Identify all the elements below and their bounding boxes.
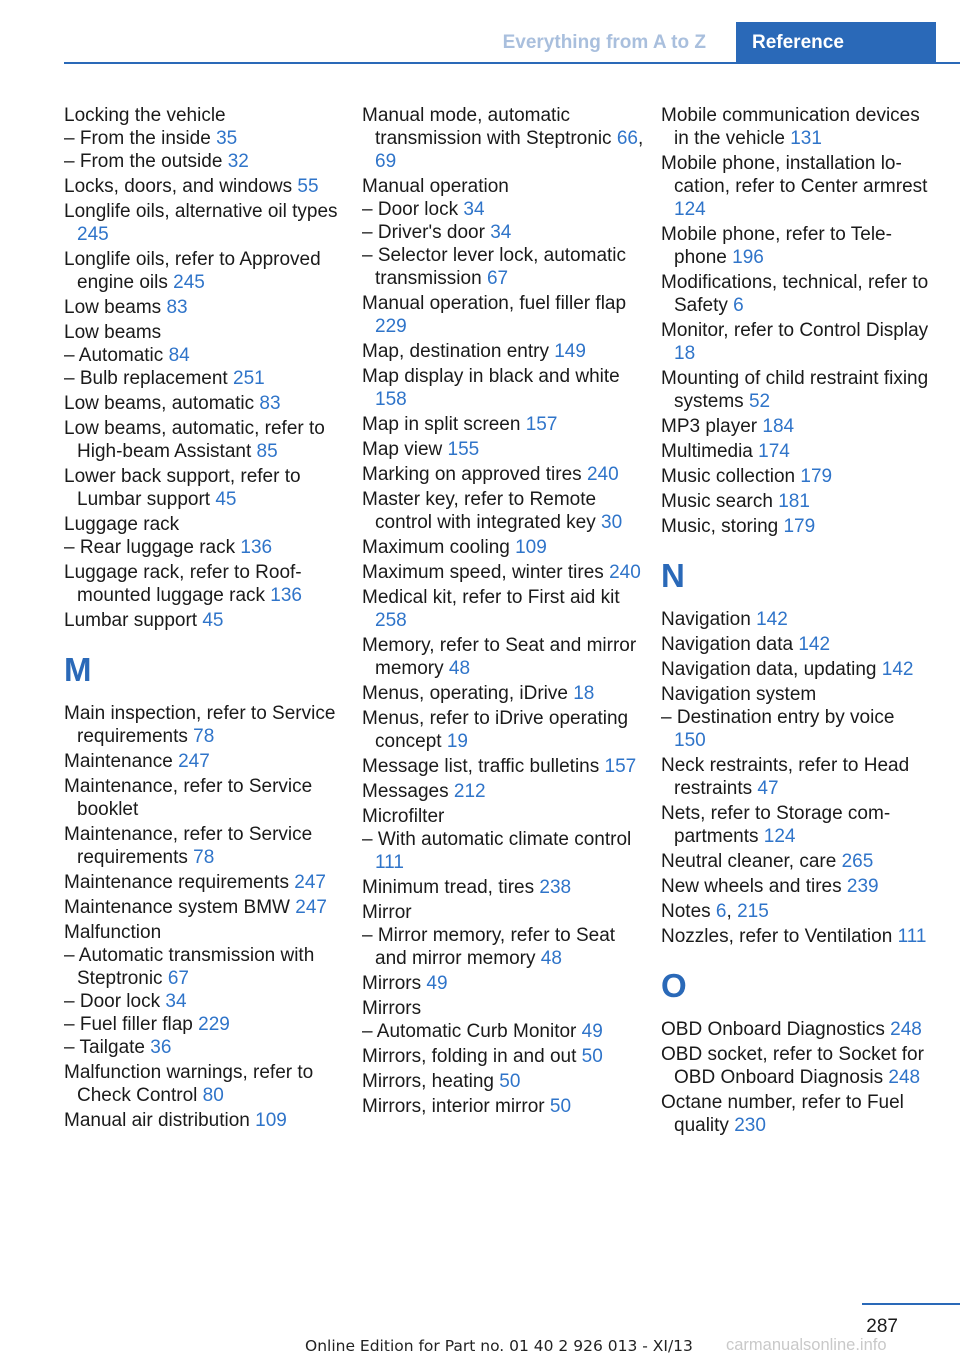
page-link[interactable]: 131: [790, 128, 822, 149]
index-entry: [64, 296, 344, 319]
entry-term: Longlife oils, refer to Approved engine oils: [64, 249, 321, 293]
index-entry: [362, 438, 647, 461]
index-letter-heading: N: [661, 557, 685, 594]
index-entry: Notes 6, 215: [661, 901, 769, 922]
page-link[interactable]: 149: [554, 341, 586, 362]
page-link[interactable]: 238: [539, 877, 572, 898]
entry-term: Memory, refer to Seat and mirror memory: [362, 635, 637, 679]
entry-term: Mirrors: [362, 998, 422, 1019]
entry-term: Medical kit, refer to First aid kit: [362, 587, 620, 608]
page-link[interactable]: 78: [193, 847, 215, 868]
entry-term: Longlife oils, alternative oil types: [64, 201, 338, 222]
page-link[interactable]: 240: [586, 464, 619, 485]
page-link[interactable]: 85: [256, 441, 278, 462]
entry-term: – Destination entry by voice: [661, 707, 895, 728]
entry-term: OBD Onboard Diagnostics: [661, 1019, 885, 1040]
entry-term: Music collection: [661, 466, 796, 487]
entry-term: MP3 player: [661, 416, 758, 437]
page-link[interactable]: 258: [375, 610, 407, 631]
entry-term: Mobile phone, installation location, refer to Center armrest: [661, 153, 928, 197]
entry-term: Navigation: [661, 609, 751, 630]
entry-term: Nets, refer to Storage compartments: [661, 803, 891, 847]
index-entry: [64, 702, 344, 748]
index-entry: [64, 200, 344, 246]
index-entry: [661, 515, 931, 538]
entry-term: Master key, refer to Remote control with integrated key: [362, 489, 597, 533]
index-entry: [362, 488, 647, 534]
page-link[interactable]: 78: [193, 726, 215, 747]
index-subentry: [64, 1013, 344, 1036]
entry-term: Nozzles, refer to Ventilation: [661, 926, 893, 947]
entry-term: Neutral cleaner, care: [661, 851, 837, 872]
entry-term: – Bulb replacement: [64, 368, 228, 389]
entry-term: Map in split screen: [362, 414, 521, 435]
index-entry: [64, 561, 344, 607]
entry-term: – Automatic Curb Monitor: [362, 1021, 577, 1042]
page-link[interactable]: 229: [198, 1014, 230, 1035]
index-entry: [661, 802, 931, 848]
page-link[interactable]: 247: [295, 897, 327, 918]
index-entry: [362, 972, 647, 995]
page-link[interactable]: 155: [447, 439, 480, 460]
index-entry: [661, 415, 931, 438]
index-entry: [661, 1018, 931, 1041]
index-entry: [362, 755, 647, 778]
index-entry: [362, 1045, 647, 1068]
index-entry: [362, 997, 647, 1020]
entry-term: Map, destination entry: [362, 341, 549, 362]
entry-term: New wheels and tires: [661, 876, 842, 897]
index-subentry: [64, 1036, 344, 1059]
index-subentry: [362, 244, 647, 290]
entry-term: – From the inside: [64, 128, 211, 149]
page-link[interactable]: 245: [173, 272, 205, 293]
index-entry: Manual mode, automatic transmission with Steptronic 66, 69: [362, 105, 644, 172]
entry-term: Manual air distribution: [64, 1110, 250, 1131]
page-link[interactable]: 157: [604, 756, 637, 777]
entry-term: Modifications, technical, refer to Safety: [661, 272, 929, 316]
index-column-1: [64, 104, 344, 1134]
page-link[interactable]: 32: [227, 151, 249, 172]
entry-term: Maintenance system BMW: [64, 897, 290, 918]
entry-term: – Tailgate: [64, 1037, 145, 1058]
index-entry: [362, 561, 647, 584]
page-link[interactable]: 124: [763, 826, 796, 847]
index-entry: [64, 750, 344, 773]
page-link[interactable]: 245: [77, 224, 109, 245]
entry-term: – Automatic: [64, 345, 164, 366]
entry-term: Navigation data, updating: [661, 659, 877, 680]
index-entry: [661, 465, 931, 488]
page-link[interactable]: 34: [463, 199, 485, 220]
page-link[interactable]: 83: [259, 393, 281, 414]
index-subentry: [64, 344, 344, 367]
page-link[interactable]: 239: [846, 876, 879, 897]
page-link[interactable]: 48: [448, 658, 471, 679]
index-subentry: [64, 150, 344, 173]
index-entry: [661, 271, 931, 317]
entry-term: Notes: [661, 901, 711, 922]
entry-term: – Automatic transmission with Steptronic: [64, 945, 315, 989]
page-link[interactable]: 157: [525, 414, 558, 435]
entry-term: Luggage rack, refer to Roof-mounted luggage rack: [64, 562, 302, 606]
entry-term: Map display in black and white: [362, 366, 620, 387]
index-entry: [362, 175, 647, 198]
page-link[interactable]: 142: [881, 659, 914, 680]
index-subentry: [64, 536, 344, 559]
entry-term: – Mirror memory, refer to Seat and mirror memory: [362, 925, 616, 969]
entry-term: Low beams, automatic, refer to High-beam Assistant: [64, 418, 325, 462]
entry-term: Mobile phone, refer to Telephone: [661, 224, 892, 268]
entry-term: Monitor, refer to Control Display: [661, 320, 929, 341]
entry-term: Low beams, automatic: [64, 393, 255, 414]
page-number: 287: [866, 1316, 898, 1337]
page-link[interactable]: 80: [202, 1085, 224, 1106]
entry-term: Mobile communication devices in the vehicle: [661, 105, 920, 149]
page-link[interactable]: 251: [233, 368, 265, 389]
page-link[interactable]: 136: [270, 585, 302, 606]
edition-note: Online Edition for Part no. 01 40 2 926 013 - XI/13: [305, 1337, 693, 1355]
entry-term: Octane number, refer to Fuel quality: [661, 1092, 904, 1136]
index-subentry: [64, 367, 344, 390]
entry-term: OBD socket, refer to Socket for OBD Onboard Diagnosis: [661, 1044, 924, 1088]
page-link[interactable]: 45: [215, 489, 237, 510]
page-link[interactable]: 35: [216, 128, 238, 149]
index-entry: [661, 319, 931, 365]
entry-term: Message list, traffic bulletins: [362, 756, 600, 777]
index-subentry: [64, 127, 344, 150]
index-entry: [661, 1043, 931, 1089]
page-link[interactable]: 52: [748, 391, 771, 412]
index-entry: [362, 1095, 647, 1118]
page-link[interactable]: 18: [674, 343, 696, 364]
index-entry: [661, 875, 931, 898]
page-link[interactable]: 179: [783, 516, 816, 537]
page-link[interactable]: 142: [798, 634, 831, 655]
page-link[interactable]: 69: [375, 151, 397, 172]
index-entry: [64, 1061, 344, 1107]
entry-term: – Rear luggage rack: [64, 537, 236, 558]
entry-term: Luggage rack: [64, 514, 180, 535]
index-entry: [362, 413, 647, 436]
index-subentry: [64, 990, 344, 1013]
index-entry: [362, 805, 647, 828]
index-entry: [362, 1070, 647, 1093]
index-entry: [362, 876, 647, 899]
page-link[interactable]: 83: [166, 297, 188, 318]
entry-term: – Selector lever lock, automatic transmission: [362, 245, 627, 289]
header-rule: [64, 62, 960, 64]
entry-term: Maximum cooling: [362, 537, 510, 558]
entry-term: Maintenance, refer to Service booklet: [64, 776, 313, 820]
entry-term: Mounting of child restraint fixing systems: [661, 368, 929, 412]
entry-term: Lumbar support: [64, 610, 198, 631]
page-link[interactable]: 50: [549, 1096, 572, 1117]
entry-term: Low beams: [64, 322, 162, 343]
footer-rule: [862, 1303, 960, 1305]
index-entry: [661, 608, 931, 631]
index-subentry: [362, 924, 647, 970]
entry-term: Manual operation, fuel filler flap: [362, 293, 627, 314]
index-letter-heading: O: [661, 967, 687, 1004]
page-link[interactable]: 84: [168, 345, 190, 366]
page-link[interactable]: 179: [800, 466, 833, 487]
chapter-tab[interactable]: Reference: [736, 22, 936, 62]
entry-term: – From the outside: [64, 151, 223, 172]
entry-term: Mirrors, folding in and out: [362, 1046, 577, 1067]
entry-term: Main inspection, refer to Service requirements: [64, 703, 336, 747]
index-entry: [661, 1091, 931, 1137]
page-link[interactable]: 19: [446, 731, 468, 752]
entry-term: – Door lock: [64, 991, 161, 1012]
entry-term: Low beams: [64, 297, 162, 318]
index-entry: [661, 658, 931, 681]
page-link[interactable]: 181: [778, 491, 810, 512]
page-link[interactable]: 36: [150, 1037, 172, 1058]
index-entry: [362, 463, 647, 486]
watermark: carmanualsonline.info: [726, 1336, 887, 1354]
entry-term: Multimedia: [661, 441, 753, 462]
page-link[interactable]: 158: [375, 389, 407, 410]
entry-term: Mirror: [362, 902, 412, 923]
page-link[interactable]: 34: [490, 222, 512, 243]
entry-term: Maintenance: [64, 751, 173, 772]
entry-term: Microfilter: [362, 806, 445, 827]
index-entry: [362, 586, 647, 632]
page-link[interactable]: 247: [178, 751, 210, 772]
index-entry: [64, 1109, 344, 1132]
page-link[interactable]: 150: [674, 730, 706, 751]
page-link[interactable]: 265: [841, 851, 874, 872]
entry-term: Map view: [362, 439, 443, 460]
page-link[interactable]: 111: [375, 852, 404, 873]
entry-term: Menus, operating, iDrive: [362, 683, 568, 704]
index-entry: [64, 775, 344, 821]
index-subentry: [362, 221, 647, 244]
page-link[interactable]: 248: [890, 1019, 922, 1040]
index-entry: [64, 104, 344, 127]
page-link[interactable]: 196: [732, 247, 764, 268]
entry-term: Malfunction: [64, 922, 162, 943]
entry-term: Maintenance, refer to Service requirements: [64, 824, 313, 868]
index-entry: [362, 780, 647, 803]
page-link[interactable]: 34: [165, 991, 187, 1012]
index-entry: [661, 223, 931, 269]
page-link[interactable]: 136: [240, 537, 273, 558]
index-entry: [661, 104, 931, 150]
entry-term: – Driver's door: [362, 222, 485, 243]
index-entry: [661, 754, 931, 800]
page-link[interactable]: 109: [255, 1110, 287, 1131]
entry-term: Manual mode, automatic transmission with Steptronic: [362, 105, 612, 149]
index-subentry: [362, 198, 647, 221]
page-link[interactable]: 67: [167, 968, 189, 989]
page-link[interactable]: 18: [573, 683, 595, 704]
index-subentry: [362, 1020, 647, 1043]
index-subentry: [661, 706, 931, 752]
index-entry: [362, 682, 647, 705]
index-entry: [64, 417, 344, 463]
page-link[interactable]: 230: [734, 1115, 766, 1136]
page-link[interactable]: 229: [375, 316, 407, 337]
index-subentry: [362, 828, 647, 874]
entry-term: Mirrors, heating: [362, 1071, 494, 1092]
index-entry: [64, 175, 344, 198]
entry-term: – Door lock: [362, 199, 459, 220]
page-link[interactable]: 248: [888, 1067, 921, 1088]
entry-term: Locks, doors, and windows: [64, 176, 293, 197]
page-link[interactable]: 45: [202, 610, 224, 631]
index-entry: [64, 871, 344, 894]
index-entry: [362, 707, 647, 753]
index-entry: [661, 683, 931, 706]
index-entry: [64, 392, 344, 415]
index-entry: [661, 367, 931, 413]
entry-term: Navigation system: [661, 684, 817, 705]
entry-term: Mirrors: [362, 973, 422, 994]
entry-term: Maintenance requirements: [64, 872, 289, 893]
entry-term: Maximum speed, winter tires: [362, 562, 604, 583]
page-link[interactable]: 49: [581, 1021, 603, 1042]
index-column-2: [362, 104, 647, 1120]
page-link[interactable]: 50: [499, 1071, 521, 1092]
index-entry: [661, 633, 931, 656]
page-link[interactable]: 111: [897, 926, 927, 947]
page-link[interactable]: 212: [453, 781, 486, 802]
entry-term: Messages: [362, 781, 449, 802]
index-entry: [362, 536, 647, 559]
index-entry: [362, 901, 647, 924]
index-entry: [661, 925, 931, 948]
entry-term: Manual operation: [362, 176, 509, 197]
page-link[interactable]: 30: [601, 512, 623, 533]
entry-term: Locking the vehicle: [64, 105, 226, 126]
entry-term: Malfunction warnings, refer to Check Control: [64, 1062, 314, 1106]
page-link[interactable]: 124: [674, 199, 706, 220]
index-column-3: [661, 104, 931, 1139]
section-title: Everything from A to Z: [502, 32, 706, 53]
entry-term: Neck restraints, refer to Head restraints: [661, 755, 910, 799]
index-entry: [64, 513, 344, 536]
page-link[interactable]: 6: [715, 901, 727, 922]
entry-term: Lower back support, refer to Lumbar support: [64, 466, 301, 510]
page-link[interactable]: 142: [756, 609, 788, 630]
entry-term: – With automatic climate control: [362, 829, 632, 850]
entry-term: Marking on approved tires: [362, 464, 582, 485]
index-entry: [661, 490, 931, 513]
page-link[interactable]: 215: [737, 901, 769, 922]
entry-term: Navigation data: [661, 634, 794, 655]
page-link[interactable]: 48: [540, 948, 562, 969]
page-link[interactable]: 247: [294, 872, 326, 893]
index-entry: [362, 634, 647, 680]
page-link[interactable]: 55: [297, 176, 319, 197]
index-subentry: [64, 944, 344, 990]
index-entry: [64, 609, 344, 632]
index-letter-heading: M: [64, 651, 92, 688]
page-link[interactable]: 240: [609, 562, 641, 583]
index-entry: [64, 921, 344, 944]
index-entry: [661, 850, 931, 873]
index-entry: [64, 248, 344, 294]
entry-term: Mirrors, interior mirror: [362, 1096, 545, 1117]
page-link[interactable]: 109: [515, 537, 547, 558]
index-entry: [362, 365, 647, 411]
page-link[interactable]: 174: [758, 441, 790, 462]
page-link[interactable]: 47: [757, 778, 779, 799]
index-entry: [362, 340, 647, 363]
entry-term: Minimum tread, tires: [362, 877, 535, 898]
entry-term: Music search: [661, 491, 773, 512]
page-link[interactable]: 49: [426, 973, 448, 994]
index-entry: [661, 152, 931, 221]
page-link[interactable]: 184: [762, 416, 795, 437]
page-link[interactable]: 6: [733, 295, 744, 316]
page-header: [64, 22, 960, 66]
index-entry: [64, 896, 344, 919]
page-link[interactable]: 67: [486, 268, 509, 289]
entry-term: Music, storing: [661, 516, 779, 537]
page-link[interactable]: 66: [616, 128, 638, 149]
page-link[interactable]: 50: [581, 1046, 603, 1067]
entry-term: Menus, refer to iDrive operating concept: [362, 708, 629, 752]
index-entry: [362, 292, 647, 338]
index-entry: [64, 465, 344, 511]
index-entry: [661, 440, 931, 463]
index-entry: [64, 823, 344, 869]
entry-term: – Fuel filler flap: [64, 1014, 193, 1035]
index-entry: [64, 321, 344, 344]
